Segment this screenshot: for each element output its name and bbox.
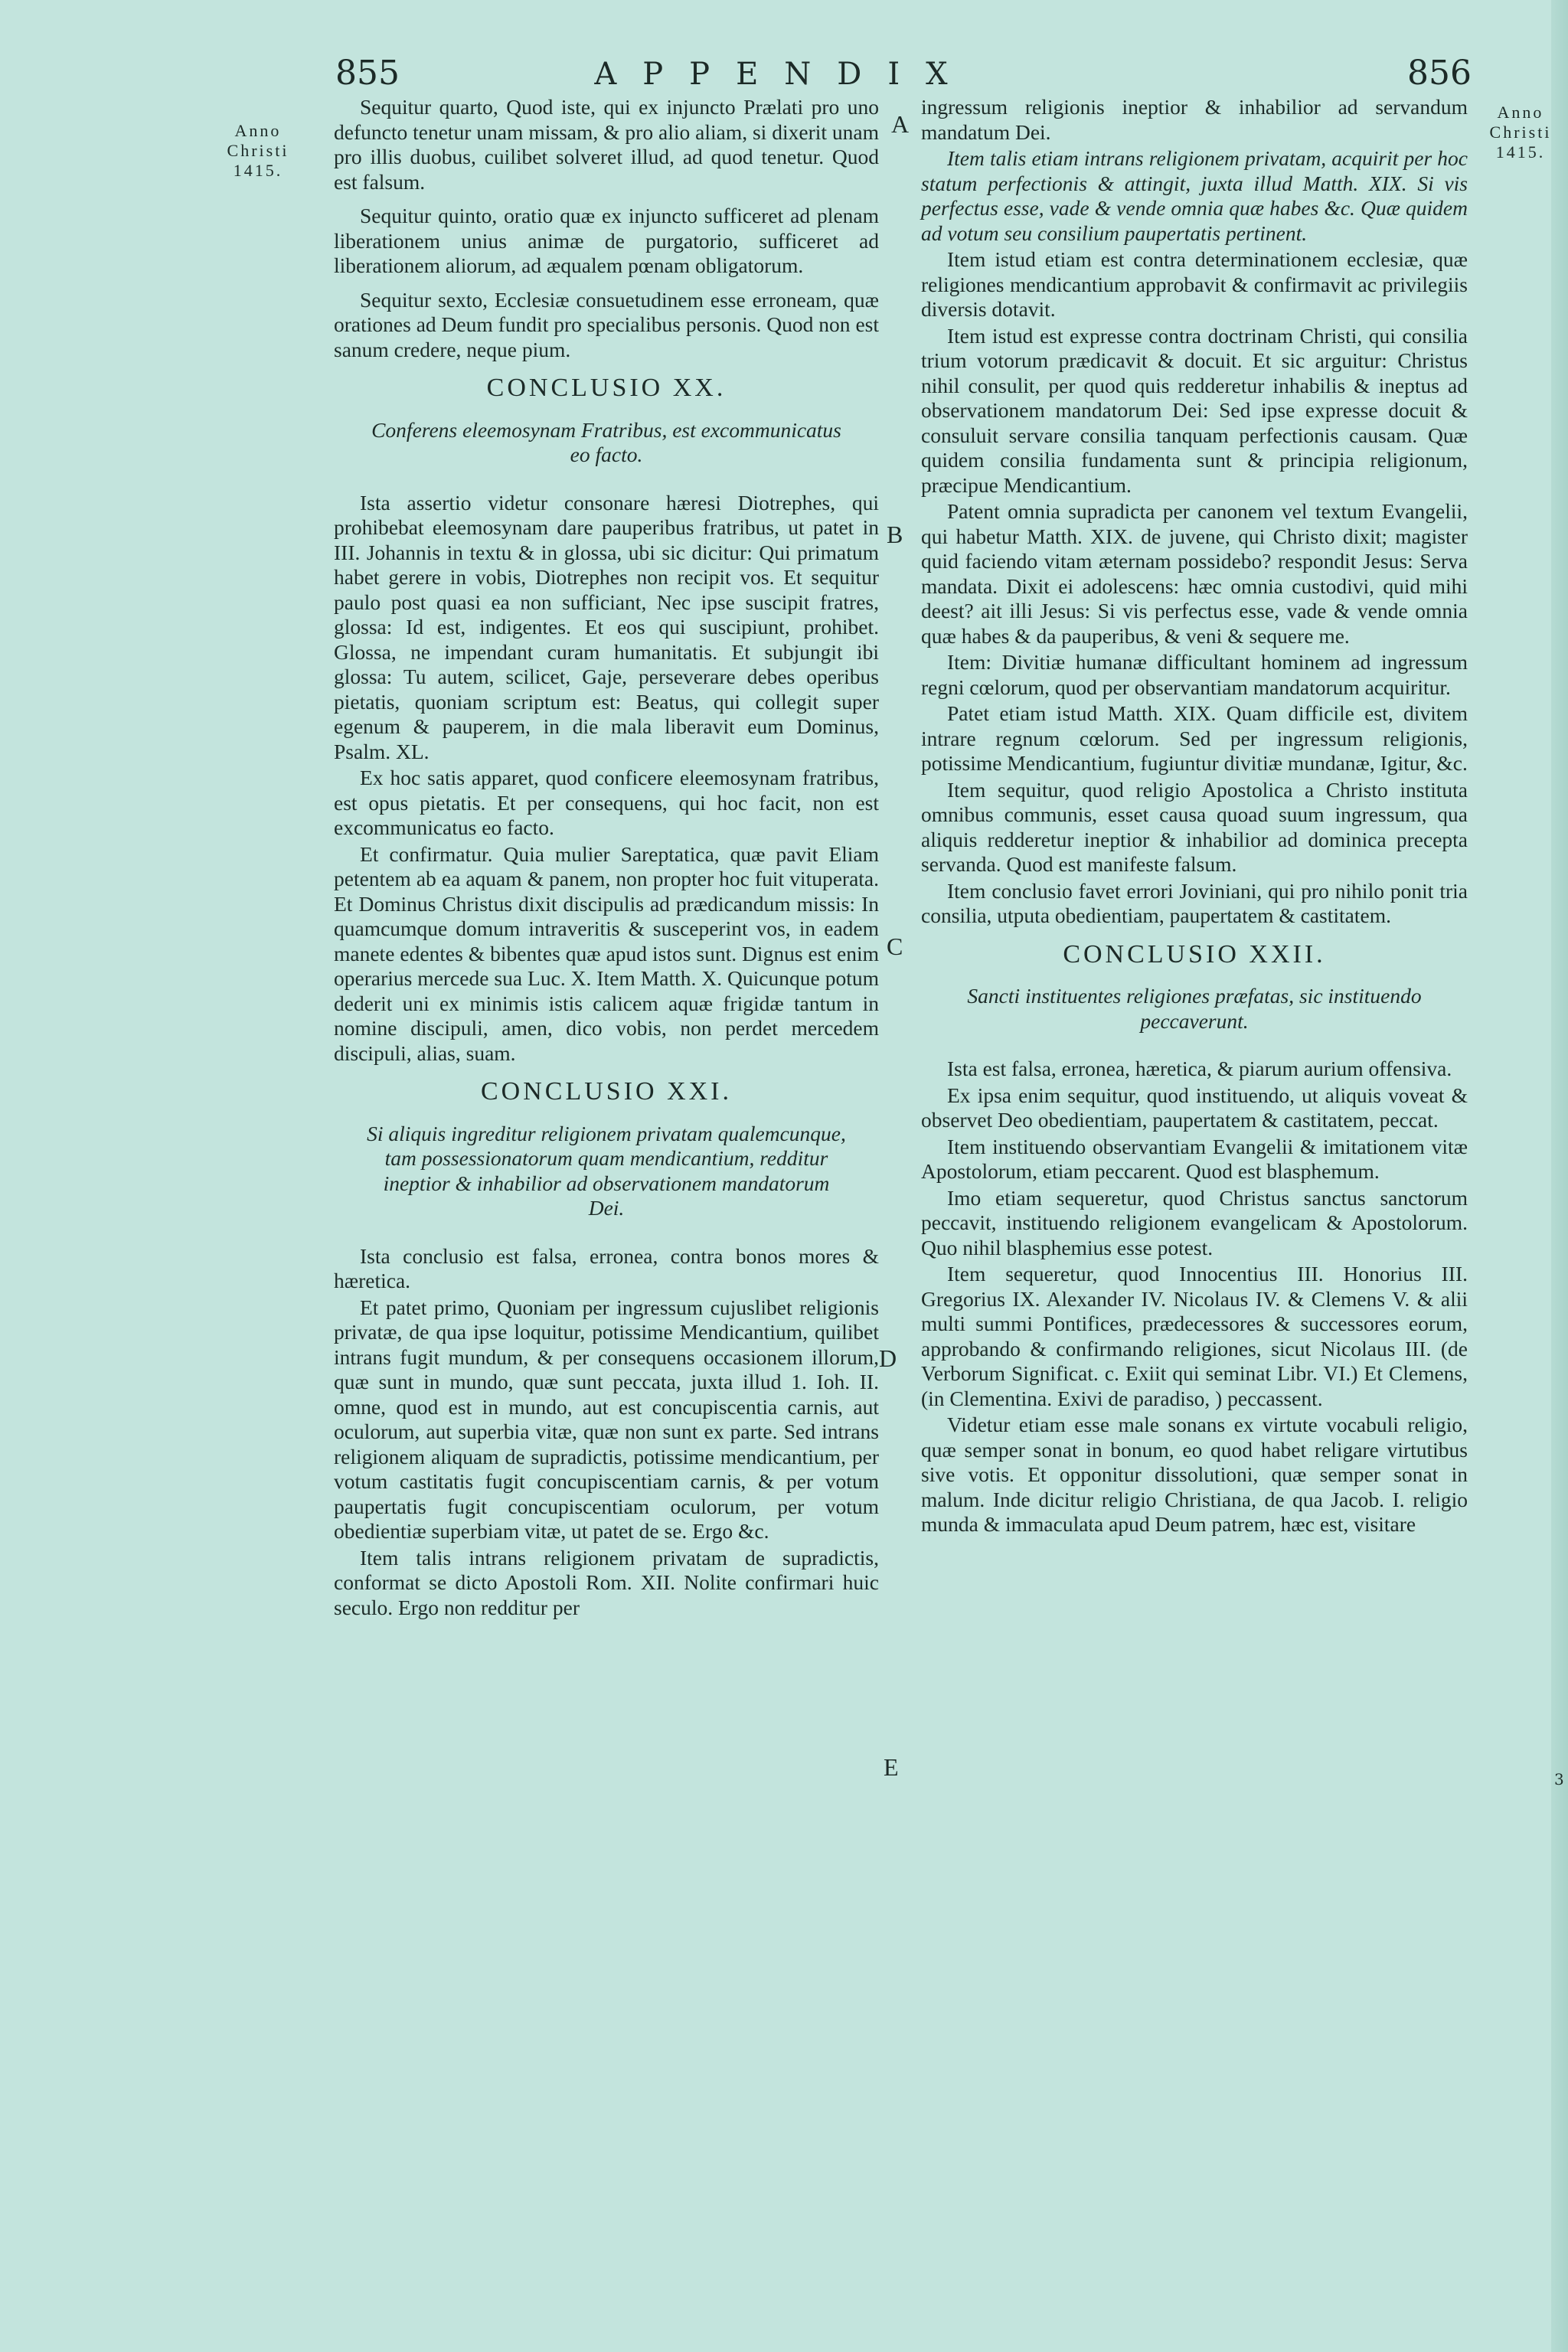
paragraph: Sequitur quinto, oratio quæ ex injuncto sufficeret ad plenam liberationem unius animæ de purgatorio, sufficeret ad liberationem aliorum, ad æqualem pœnam obligatorum. (334, 204, 879, 277)
margin-christi: Christi (227, 141, 289, 160)
paragraph: Item instituendo observantiam Evangelii & imitationem vitæ Apostolorum, etiam peccarent. Quod est blasphemum. (921, 1134, 1468, 1183)
section-letter-d: D (879, 1344, 897, 1372)
margin-christi: Christi (1489, 122, 1552, 142)
margin-year: 1415. (1495, 142, 1546, 162)
page-number-left: 855 (335, 54, 400, 93)
paragraph: Patent omnia supradicta per canonem vel textum Evangelii, qui habetur Matth. XIX. de juvene, qui Christo dixit; magister quid faciendo vitam æternam possidebo? respondit Jesus: Serva mandata. Dixit ei adolescens: hæc omnia custodivi, quid mihi deest? ait illi Jesus: Si vis perfectus esse, vade & vende omnia quæ habes & da pauperibus, & veni & sequere me. (921, 499, 1468, 648)
paragraph: Ista assertio videtur consonare hæresi Diotrephes, qui prohibebat eleemosynam dare pauperibus fratribus, ut patet in III. Johannis in textu & in glossa, ubi sic dicitur: Qui primatum habet gerere in vobis, Diotrephes non recipit vos. Et sequitur paulo post quasi ea non sufficiant, Nec ipse suscipit fratres, glossa: Id est, indigentes. Et eos qui suscipiunt, prohibet. Glossa, ne impendant curam humanitatis. Et subjungit ibi glossa: Tu autem, scilicet, Gaje, perseverare debes operibus pietatis, quoniam scriptum est: Beatus, qui collegit super egenum & pauperem, in die mala liberavit eum Dominus, Psalm. XL. (334, 490, 879, 763)
paragraph: Et confirmatur. Quia mulier Sareptatica, quæ pavit Eliam petentem ab ea aquam & panem, non propter hoc fuit vituperata. Et Dominus Christus dixit discipulis ad prædicandum missis: In quamcumque domum intraveritis & susceperint vos, in eadem manete edentes & bibentes quæ apud istos sunt. Dignus est enim operarius mercede sua Luc. X. Item Matth. X. Quicunque potum dederit uni ex minimis istis calicem aquæ frigidæ tantum in nomine discipuli, amen, dico vobis, non perdet mercedem discipuli, alias, suam. (334, 841, 879, 1065)
paragraph: Ista est falsa, erronea, hæretica, & piarum aurium offensiva. (947, 1057, 1452, 1080)
page-number-right: 856 (1407, 54, 1472, 93)
paragraph: Ista conclusio est falsa, erronea, contra bonos mores & hæretica. (334, 1243, 879, 1292)
margin-anno: Anno (234, 121, 282, 140)
conclusio-21-subtitle: Si aliquis ingreditur religionem privatam qualemcunque, tam possessionatorum quam mendicantium, redditur ineptior & inhabilior ad observationem mandatorum Dei. (367, 1121, 846, 1220)
paragraph: Item: Divitiæ humanæ difficultant hominem ad ingressum regni cœlorum, quod per observantiam mandatorum acquiritur. (921, 650, 1468, 699)
section-letter-c: C (887, 933, 903, 960)
paragraph: Ex hoc satis apparet, quod conficere eleemosynam fratribus, est opus pietatis. Et per consequens, qui hoc facit, non est excommunicatus eo facto. (334, 766, 879, 839)
running-head: APPENDIX (594, 57, 974, 92)
paragraph: ingressum religionis ineptior & inhabilior ad servandum mandatum Dei. (921, 95, 1468, 144)
conclusio-20-subtitle: Conferens eleemosynam Fratribus, est excommunicatus eo facto. (371, 417, 841, 466)
paragraph: Imo etiam sequeretur, quod Christus sanctus sanctorum peccavit, instituendo religionem evangelicam & Apostolorum. Quo nihil blasphemius esse potest. (921, 1185, 1468, 1259)
margin-year: 1415. (233, 161, 283, 180)
page-edge (1551, 0, 1568, 2352)
conclusio-22-subtitle: Sancti instituentes religiones præfatas, sic instituendo peccaverunt. (967, 984, 1422, 1033)
paragraph: Item sequeretur, quod Innocentius III. Honorius III. Gregorius IX. Alexander IV. Nicolaus IV. & Clemens V. & alii multi summi Pontifices, prædecessores & successores eorum, approbando & confirmando religiones, sicut Nicolaus III. (de Verborum Significat. c. Exiit qui seminat Libr. VI.) Et Clemens, (in Clementina. Exivi de paradiso, ) peccassent. (921, 1262, 1468, 1410)
margin-note-left (216, 121, 300, 181)
paragraph: Videtur etiam esse male sonans ex virtute vocabuli religio, quæ semper sonat in bonum, eo quod habet religare virtutibus sive votis. Et opponitur dissolutioni, quæ semper sonat in malum. Inde dicitur religio Christiana, de qua Jacob. I. religio munda & immaculata apud Deum patrem, hæc est, visitare (921, 1413, 1468, 1536)
paragraph: Sequitur quarto, Quod iste, qui ex injuncto Prælati pro uno defuncto tenetur unam missam, & pro alio aliam, si dixerit unam pro illis duobus, cuilibet solveret illud, ad quod tenetur. Quod est falsum. (334, 95, 879, 194)
paragraph: Item istud est expresse contra doctrinam Christi, qui consilia trium votorum prædicavit & docuit. Et sic arguitur: Christus nihil consulit, per quod quis redderetur inhabilis & ineptus ad observationem mandatorum Dei: Sed ipse expresse docuit & consuluit servare consilia tanquam perfectionis causam. Quæ quidem consilia fundamenta sunt & principia religionum, præcipue Mendicantium. (921, 323, 1468, 497)
section-letter-b: B (887, 521, 903, 548)
conclusio-22-title: CONCLUSIO XXII. (1063, 939, 1326, 969)
paragraph: Item istud etiam est contra determinationem ecclesiæ, quæ religiones mendicantium approbavit & confirmavit ac privilegiis diversis dotavit. (921, 247, 1468, 321)
paragraph: Item talis etiam intrans religionem privatam, acquirit per hoc statum perfectionis & attingit, juxta illud Matth. XIX. Si vis perfectus esse, vade & vende omnia quæ habes &c. Quæ quidem ad votum seu consilium paupertatis pertinent. (921, 146, 1468, 245)
paragraph: Item sequitur, quod religio Apostolica a Christo instituta omnibus communis, esset causa quoad suum ingressum, qua aliquis redderetur ineptior & inhabilior ad dominica precepta servanda. Quod est manifeste falsum. (921, 777, 1468, 876)
section-letter-a: A (891, 110, 910, 138)
paragraph: Item conclusio favet errori Joviniani, qui pro nihilo ponit tria consilia, utputa obedientiam, paupertatem & castitatem. (921, 878, 1468, 927)
paragraph: Sequitur sexto, Ecclesiæ consuetudinem esse erroneam, quæ orationes ad Deum fundit pro specialibus personis. Quod non est sanum credere, neque pium. (334, 287, 879, 361)
section-letter-e: E (884, 1753, 899, 1781)
right-column (921, 95, 1468, 1539)
conclusio-21-title: CONCLUSIO XXI. (481, 1077, 732, 1106)
paragraph: Et patet primo, Quoniam per ingressum cujuslibet religionis privatæ, de qua ipse loquitur, potissime Mendicantium, quilibet intrans fugit mundum, & per consequens occasionem illorum, quæ sunt in mundo, quæ sunt peccata, juxta illud 1. Ioh. II. omne, quod est in mundo, aut est concupiscentia carnis, aut oculorum, aut superbia vitæ, quæ non sunt ex parte. Sed intrans religionem aliquam de supradictis, potissime mendicantium, per votum castitatis fugit concupiscentiam carnis, & per votum paupertatis fugit concupiscentiam oculorum, per votum obedientiæ superbiam vitæ, ut patet de se. Ergo &c. (334, 1295, 879, 1543)
paragraph: Ex ipsa enim sequitur, quod instituendo, ut aliquis voveat & observet Deo obedientiam, paupertatem & castitatem, peccat. (921, 1083, 1468, 1132)
paragraph: Patet etiam istud Matth. XIX. Quam difficile est, divitem intrare regnum cœlorum. Sed per ingressum religionis, potissime Mendicantium, fugiuntur divitiæ mundanæ, Igitur, &c. (921, 701, 1468, 775)
left-column (334, 95, 879, 1622)
edge-mark: 3 (1554, 1770, 1564, 1788)
paragraph: Item talis intrans religionem privatam de supradictis, conformat se dicto Apostoli Rom. XII. Nolite confirmari huic seculo. Ergo non redditur per (334, 1545, 879, 1619)
conclusio-20-title: CONCLUSIO XX. (486, 374, 727, 402)
margin-anno: Anno (1497, 103, 1544, 122)
